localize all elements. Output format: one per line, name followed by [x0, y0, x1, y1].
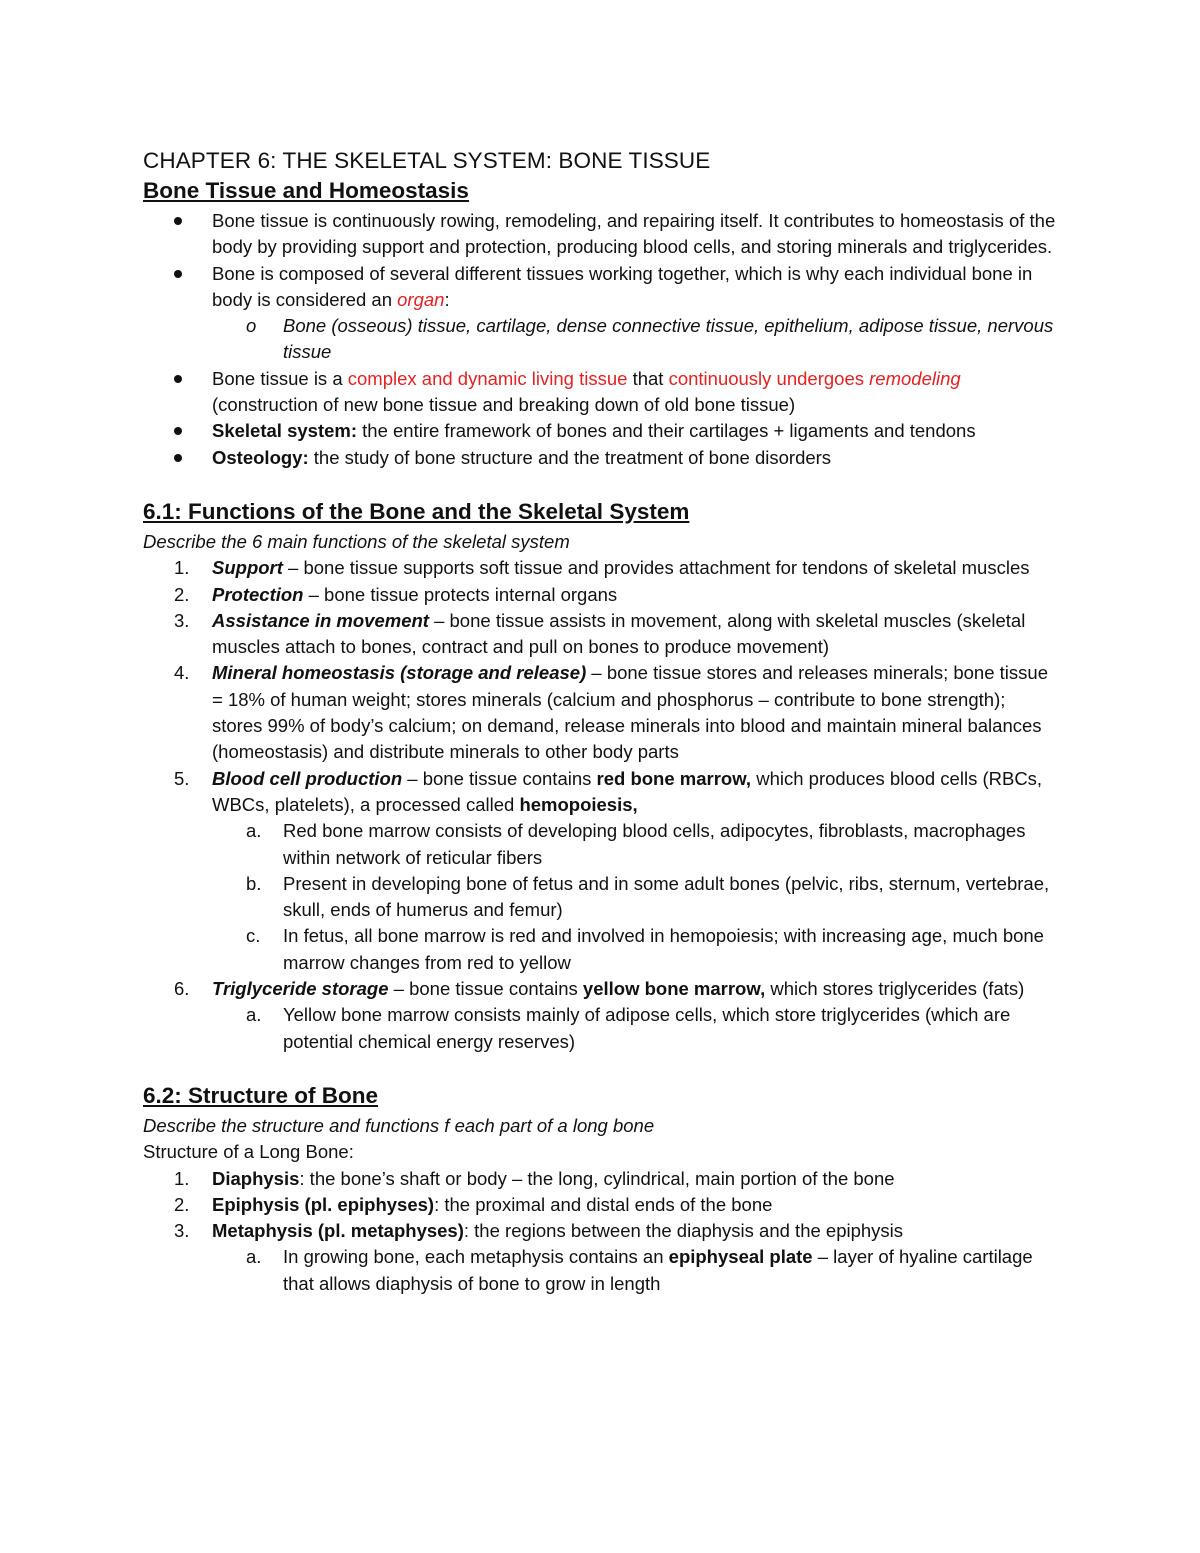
bullet-icon	[174, 217, 182, 225]
list-item: 6. Triglyceride storage – bone tissue contains yellow bone marrow, which stores triglycerides (fats)	[174, 978, 1025, 1000]
list-item: Bone tissue is continuously rowing, remodeling, and repairing itself. It contributes to homeostasis of the body by providing support and protection, producing blood cells, and storing minerals and triglycerides.	[143, 208, 1058, 261]
document-content	[143, 146, 1058, 1297]
bullet-icon	[174, 270, 182, 278]
bullet-icon	[174, 375, 182, 383]
term: Skeletal system:	[212, 420, 358, 442]
term: Mineral homeostasis (storage and release)	[212, 662, 587, 684]
term: red bone marrow,	[596, 767, 752, 789]
term: yellow bone marrow,	[582, 978, 766, 1000]
term: Metaphysis (pl. metaphyses)	[212, 1220, 464, 1242]
list-item: 3. Assistance in movement – bone tissue assists in movement, along with skeletal muscles (skeletal muscles attach to bones, contract and pull on bones to produce movement)	[174, 609, 1026, 658]
term: Support	[212, 557, 283, 579]
list-item: 1. Support – bone tissue supports soft tissue and provides attachment for tendons of skeletal muscles	[174, 557, 1030, 579]
section-heading-functions: 6.1: Functions of the Bone and the Skeletal System	[143, 498, 690, 524]
functions-list	[143, 555, 1058, 1055]
list-subitem: a. In growing bone, each metaphysis contains an epiphyseal plate – layer of hyaline cartilage that allows diaphysis of bone to grow in length	[246, 1246, 1033, 1294]
list-subitem: b. Present in developing bone of fetus and in some adult bones (pelvic, ribs, sternum, vertebrae, skull, ends of humerus and femur)	[246, 872, 1050, 921]
highlight-term: remodeling	[869, 367, 961, 389]
list-item: 3. Metaphysis (pl. metaphyses): the regions between the diaphysis and the epiphysis	[174, 1220, 904, 1242]
list-item: 2. Protection – bone tissue protects internal organs	[174, 583, 618, 605]
homeostasis-bullet-list	[143, 208, 1058, 471]
list-item: Osteology: the study of bone structure and the treatment of bone disorders	[143, 445, 1058, 471]
section-subtitle: Describe the 6 main functions of the skeletal system	[143, 530, 570, 552]
structure-list	[143, 1166, 1058, 1297]
term: Triglyceride storage	[212, 978, 389, 1000]
highlight-term: complex and dynamic living tissue	[347, 367, 628, 389]
term: Diaphysis	[212, 1167, 300, 1189]
term: Epiphysis (pl. epiphyses)	[212, 1193, 435, 1215]
list-item: 2. Epiphysis (pl. epiphyses): the proximal and distal ends of the bone	[174, 1193, 773, 1215]
list-item: Bone tissue is a complex and dynamic living tissue that continuously undergoes remodeling (construction of new bone tissue and breaking down of old bone tissue)	[143, 366, 1058, 419]
term: hemopoiesis,	[519, 793, 638, 815]
list-item: Skeletal system: the entire framework of bones and their cartilages + ligaments and tendons	[143, 418, 1058, 444]
section-intro: Structure of a Long Bone:	[143, 1141, 354, 1163]
list-item: 1. Diaphysis: the bone’s shaft or body – the long, cylindrical, main portion of the bone	[174, 1167, 895, 1189]
term: epiphyseal plate	[668, 1246, 813, 1268]
highlight-term: continuously undergoes	[668, 367, 870, 389]
list-item: Bone is composed of several different tissues working together, which is why each individual bone in body is considered an organ:	[143, 261, 1058, 314]
list-subitem: o Bone (osseous) tissue, cartilage, dense connective tissue, epithelium, adipose tissue, nervous tissue	[246, 315, 1054, 363]
list-item: 4. Mineral homeostasis (storage and release) – bone tissue stores and releases minerals; bone tissue = 18% of human weight; stores minerals (calcium and phosphorus – contribute to bone strength); stores 99% of body’s calcium; on demand, release minerals into blood and maintain mineral balances (homeostasis) and distribute minerals to other body parts	[174, 662, 1048, 763]
section-subtitle: Describe the structure and functions f each part of a long bone	[143, 1114, 655, 1136]
section-heading-structure: 6.2: Structure of Bone	[143, 1082, 379, 1108]
bullet-icon	[174, 427, 182, 435]
term: Assistance in movement	[212, 609, 429, 631]
term: Osteology:	[212, 446, 309, 468]
list-subitem: a. Red bone marrow consists of developing blood cells, adipocytes, fibroblasts, macrophages within network of reticular fibers	[246, 820, 1026, 868]
term: Protection	[212, 583, 304, 605]
bullet-o-icon: o	[246, 315, 257, 337]
list-subitem: a. Yellow bone marrow consists mainly of adipose cells, which store triglycerides (which are potential chemical energy reserves)	[246, 1004, 1011, 1052]
section-heading-homeostasis: Bone Tissue and Homeostasis	[143, 178, 469, 203]
chapter-title: CHAPTER 6: THE SKELETAL SYSTEM: BONE TISSUE	[143, 148, 711, 173]
list-item: 5. Blood cell production – bone tissue contains red bone marrow, which produces blood cells (RBCs, WBCs, platelets), a processed called hemopoiesis,	[174, 767, 1043, 815]
bullet-icon	[174, 454, 182, 462]
term: Blood cell production	[212, 767, 403, 789]
list-subitem: c. In fetus, all bone marrow is red and involved in hemopoiesis; with increasing age, much bone marrow changes from red to yellow	[246, 925, 1044, 973]
highlight-term: organ	[397, 288, 445, 310]
